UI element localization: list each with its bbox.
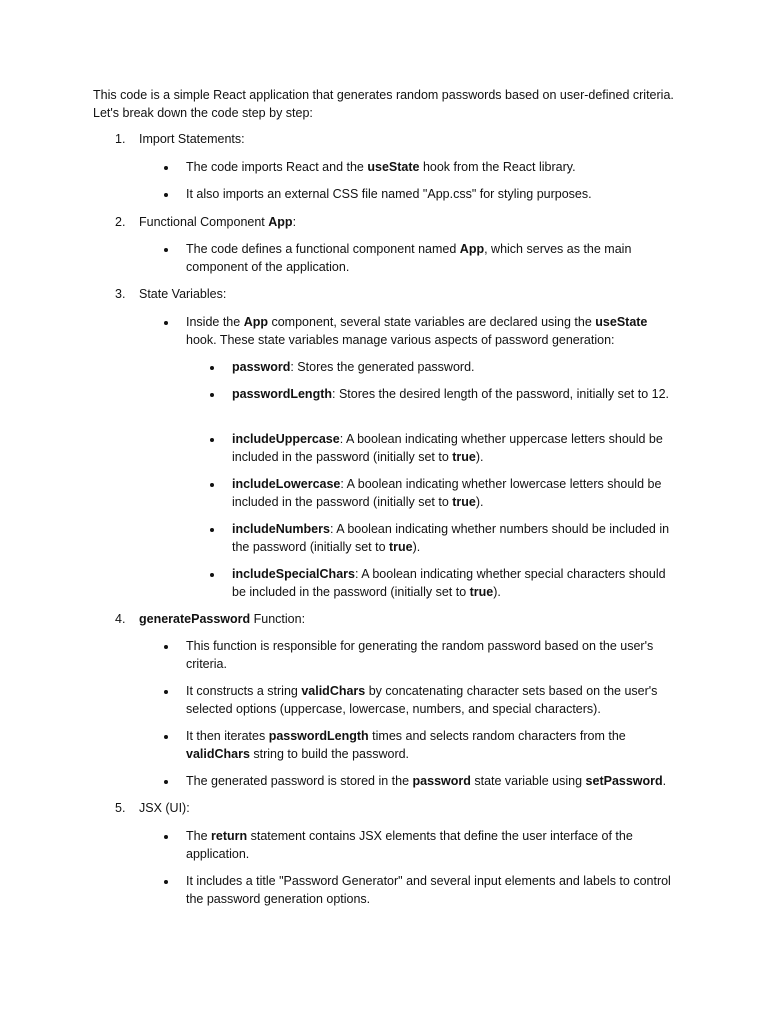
section-4-bullet-4: The generated password is stored in the password state variable using setPassword. xyxy=(186,773,680,791)
intro-paragraph: This code is a simple React application that generates random passwords based on user-defined criteria. Let's break down the code step by step: xyxy=(93,88,674,120)
section-3-title: State Variables: xyxy=(139,287,227,301)
section-1-bullet-1: The code imports React and the useState hook from the React library. xyxy=(186,159,680,177)
section-4-number: 4. xyxy=(115,612,126,626)
section-4-bullet-3: It then iterates passwordLength times and selects random characters from the validChars string to build the password. xyxy=(186,728,680,763)
state-variable-item: includeNumbers: A boolean indicating whether numbers should be included in the password (initially set to true). xyxy=(232,521,680,556)
section-5-title: JSX (UI): xyxy=(139,801,190,815)
section-4-title: generatePassword Function: xyxy=(139,612,306,626)
state-variable-item: includeUppercase: A boolean indicating whether uppercase letters should be included in the password (initially set to true). xyxy=(232,431,680,466)
section-3-number: 3. xyxy=(115,287,126,301)
state-variable-item: includeSpecialChars: A boolean indicating whether special characters should be included in the password (initially set to true). xyxy=(232,566,680,601)
state-variable-item: passwordLength: Stores the desired length of the password, initially set to 12. xyxy=(232,386,680,404)
state-variable-item: includeLowercase: A boolean indicating whether lowercase letters should be included in the password (initially set to true). xyxy=(232,476,680,511)
section-1-title: Import Statements: xyxy=(139,132,245,146)
section-1-number: 1. xyxy=(115,132,126,146)
section-5-bullet-1: The return statement contains JSX elements that define the user interface of the application. xyxy=(186,828,680,863)
section-2-bullet-1: The code defines a functional component named App, which serves as the main component of the application. xyxy=(186,241,680,276)
section-4-bullet-2: It constructs a string validChars by concatenating character sets based on the user's selected options (uppercase, lowercase, numbers, and special characters). xyxy=(186,683,680,718)
section-2-number: 2. xyxy=(115,215,126,229)
section-5-bullet-2: It includes a title "Password Generator" and several input elements and labels to control the password generation options. xyxy=(186,873,680,908)
section-4-bullet-1: This function is responsible for generating the random password based on the user's criteria. xyxy=(186,638,680,673)
state-variable-item: password: Stores the generated password. xyxy=(232,359,680,377)
section-5-number: 5. xyxy=(115,801,126,815)
section-1-bullet-2: It also imports an external CSS file named "App.css" for styling purposes. xyxy=(186,186,680,204)
section-2-title: Functional Component App: xyxy=(139,215,297,229)
section-3-bullet-1: Inside the App component, several state variables are declared using the useState hook. These state variables manage various aspects of password generation: xyxy=(186,314,680,349)
